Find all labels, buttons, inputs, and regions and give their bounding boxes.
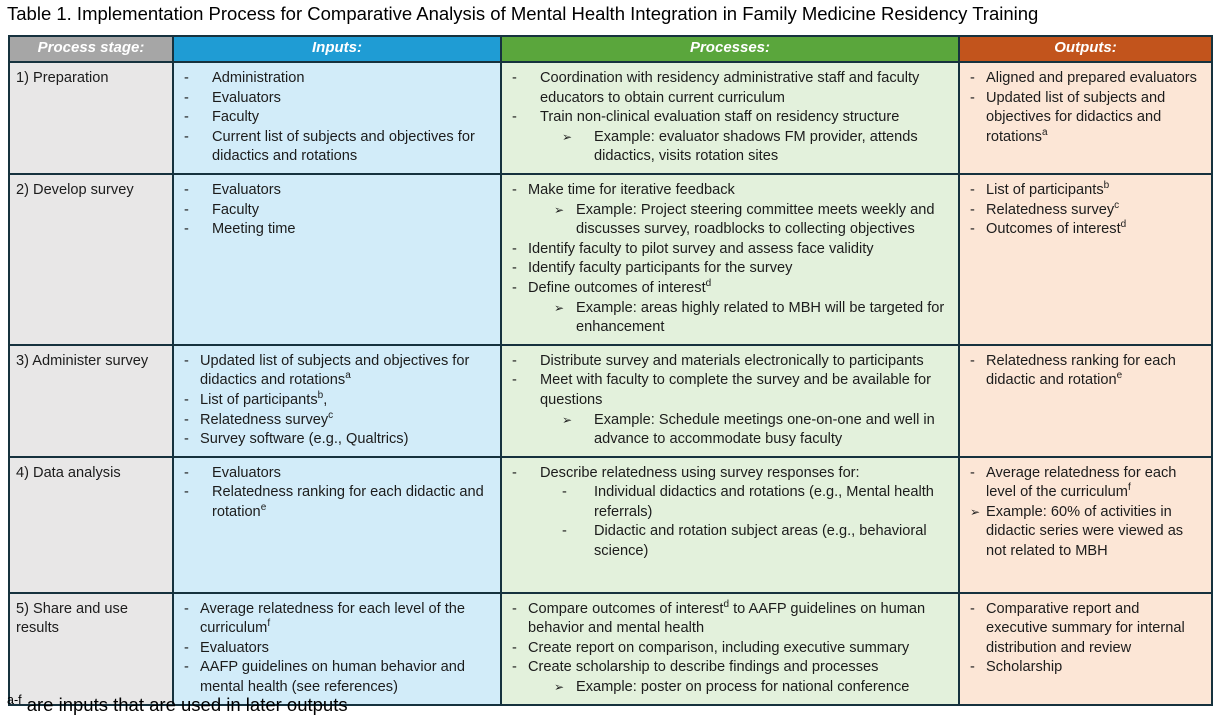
list-item-text: Example: areas highly related to MBH will be targeted for enhancement xyxy=(576,299,945,336)
list-item xyxy=(508,259,952,279)
dash-bullet: - xyxy=(184,639,189,656)
list-item-text: Make time for iterative feedback xyxy=(528,181,735,198)
column-header-processes: Processes: xyxy=(501,36,959,62)
list-item-text: Evaluators xyxy=(200,639,269,656)
dash-bullet: - xyxy=(512,639,517,656)
processes-cell xyxy=(501,593,959,705)
list-item-text: Faculty xyxy=(212,109,260,126)
dash-bullet: - xyxy=(970,221,975,238)
dash-bullet: - xyxy=(562,484,567,501)
list-item-text: Create scholarship to describe findings and processes xyxy=(528,659,879,676)
list-item xyxy=(508,639,952,659)
list-item xyxy=(508,483,952,522)
list-item xyxy=(508,352,952,372)
stage-cell: 1) Preparation xyxy=(9,62,173,174)
table-footnote xyxy=(7,694,348,716)
list-item xyxy=(508,522,952,561)
list-item-text: Meet with faculty to complete the survey and be available for questions xyxy=(540,372,931,408)
dash-bullet: - xyxy=(184,411,189,428)
list-item xyxy=(180,128,494,167)
dash-bullet: - xyxy=(970,659,975,676)
dash-bullet: - xyxy=(512,109,517,126)
list-item xyxy=(180,108,494,128)
dash-bullet: - xyxy=(184,600,189,617)
arrow-bullet-icon: ➢ xyxy=(554,300,565,315)
arrow-bullet-icon: ➢ xyxy=(554,202,565,217)
list-item-text: Identify faculty participants for the survey xyxy=(528,260,793,277)
dash-bullet: - xyxy=(184,70,189,86)
dash-bullet: - xyxy=(184,201,189,218)
list-item xyxy=(508,658,952,678)
dash-bullet: - xyxy=(184,391,189,408)
list-item-text: Evaluators xyxy=(212,181,281,198)
list-item xyxy=(180,639,494,659)
dash-bullet: - xyxy=(970,89,975,106)
list-item xyxy=(180,411,494,431)
list-item-text: Survey software (e.g., Qualtrics) xyxy=(200,431,409,448)
arrow-bullet-icon: ➢ xyxy=(970,504,981,519)
list-item-text: List of participants$^b$ xyxy=(986,180,1110,198)
dash-bullet: - xyxy=(562,523,567,540)
list-item xyxy=(966,181,1205,201)
list-item-text: Current list of subjects and objectives for didactics and rotations xyxy=(212,128,475,165)
dash-bullet: - xyxy=(512,260,517,277)
column-header-inputs: Inputs: xyxy=(173,36,501,62)
list-item xyxy=(508,181,952,201)
list-item xyxy=(180,220,494,240)
list-item xyxy=(508,128,952,167)
list-item xyxy=(966,600,1205,659)
list-item xyxy=(180,464,494,484)
list-item-text: Administration xyxy=(212,70,305,86)
dash-bullet: - xyxy=(512,464,517,481)
list-item-text: Individual didactics and rotations (e.g., Mental health referrals) xyxy=(594,484,934,520)
dash-bullet: - xyxy=(512,279,517,296)
list-item-text: Coordination with residency administrative staff and faculty educators to obtain current curriculum xyxy=(540,70,920,106)
list-item xyxy=(966,464,1205,503)
list-item-text: Describe relatedness using survey responses for: xyxy=(540,464,860,481)
dash-bullet: - xyxy=(184,659,189,676)
list-item xyxy=(180,600,494,639)
list-item xyxy=(966,503,1205,562)
list-item-text: Relatedness ranking for each didactic and rotation$^e$ xyxy=(986,352,1176,389)
list-item-text: Example: poster on process for national conference xyxy=(576,679,910,696)
dash-bullet: - xyxy=(512,659,517,676)
dash-bullet: - xyxy=(512,600,517,617)
dash-bullet: - xyxy=(970,181,975,198)
list-item-text: Create report on comparison, including executive summary xyxy=(528,639,910,656)
dash-bullet: - xyxy=(184,89,189,106)
list-item-text: Updated list of subjects and objectives for didactics and rotations$^a$ xyxy=(986,89,1166,145)
outputs-cell xyxy=(959,593,1212,705)
list-item xyxy=(508,411,952,450)
dash-bullet: - xyxy=(184,128,189,145)
list-item-text: Didactic and rotation subject areas (e.g., behavioral science) xyxy=(594,523,927,560)
list-item-text: Average relatedness for each level of the curriculum$^f$ xyxy=(986,464,1177,501)
list-item-text: Evaluators xyxy=(212,464,281,481)
outputs-cell xyxy=(959,345,1212,457)
table-row xyxy=(9,457,1212,593)
processes-cell xyxy=(501,457,959,593)
list-item-text: AAFP guidelines on human behavior and mental health (see references) xyxy=(200,659,466,696)
list-item-text: Example: 60% of activities in didactic series were viewed as not related to MBH xyxy=(986,503,1184,560)
list-item xyxy=(966,352,1205,391)
list-item xyxy=(966,220,1205,240)
dash-bullet: - xyxy=(970,70,975,86)
list-item xyxy=(966,89,1205,148)
processes-cell xyxy=(501,345,959,457)
arrow-bullet-icon: ➢ xyxy=(562,412,573,427)
list-item-text: Aligned and prepared evaluators xyxy=(986,70,1197,86)
list-item xyxy=(180,69,494,89)
list-item-text: Define outcomes of interest$^d$ xyxy=(528,278,712,296)
process-table xyxy=(8,35,1213,706)
list-item xyxy=(180,391,494,411)
dash-bullet: - xyxy=(512,70,517,86)
list-item xyxy=(966,201,1205,221)
list-item-text: Evaluators xyxy=(212,89,281,106)
dash-bullet: - xyxy=(184,221,189,238)
table-header-row xyxy=(9,36,1212,62)
list-item xyxy=(508,299,952,338)
list-item xyxy=(508,600,952,639)
dash-bullet: - xyxy=(512,240,517,257)
dash-bullet: - xyxy=(184,484,189,501)
dash-bullet: - xyxy=(970,464,975,481)
inputs-cell xyxy=(173,62,501,174)
list-item xyxy=(508,279,952,299)
dash-bullet: - xyxy=(512,352,517,369)
arrow-bullet-icon: ➢ xyxy=(562,129,573,144)
column-header-outputs: Outputs: xyxy=(959,36,1212,62)
dash-bullet: - xyxy=(512,181,517,198)
dash-bullet: - xyxy=(970,201,975,218)
inputs-cell xyxy=(173,457,501,593)
list-item-text: Relatedness ranking for each didactic and rotation$^e$ xyxy=(212,484,484,520)
arrow-bullet-icon: ➢ xyxy=(554,680,565,695)
stage-cell: 3) Administer survey xyxy=(9,345,173,457)
table-row xyxy=(9,593,1212,705)
list-item xyxy=(508,108,952,128)
outputs-cell xyxy=(959,174,1212,345)
list-item-text: Identify faculty to pilot survey and assess face validity xyxy=(528,240,874,257)
stage-cell: 4) Data analysis xyxy=(9,457,173,593)
list-item xyxy=(180,201,494,221)
list-item-text: Scholarship xyxy=(986,659,1063,676)
footnote-superscript: a-f xyxy=(7,692,22,707)
table-row xyxy=(9,62,1212,174)
processes-cell xyxy=(501,62,959,174)
table-row xyxy=(9,345,1212,457)
dash-bullet: - xyxy=(184,109,189,126)
stage-cell: 2) Develop survey xyxy=(9,174,173,345)
list-item-text: Faculty xyxy=(212,201,260,218)
list-item xyxy=(966,69,1205,89)
inputs-cell xyxy=(173,345,501,457)
list-item xyxy=(508,201,952,240)
list-item-text: Outcomes of interest$^d$ xyxy=(986,219,1127,238)
list-item xyxy=(508,464,952,484)
list-item-text: Relatedness survey$^c$ xyxy=(200,409,334,428)
list-item-text: Meeting time xyxy=(212,221,296,238)
list-item xyxy=(966,658,1205,678)
list-item-text: Average relatedness for each level of the curriculum$^f$ xyxy=(200,600,466,637)
dash-bullet: - xyxy=(970,600,975,617)
inputs-cell xyxy=(173,174,501,345)
list-item-text: Compare outcomes of interest$^d$ to AAFP guidelines on human behavior and mental health xyxy=(528,598,926,637)
list-item-text: Relatedness survey$^c$ xyxy=(986,199,1120,218)
table-caption: Table 1. Implementation Process for Comparative Analysis of Mental Health Integration in Family Medicine Residency Training xyxy=(7,3,1039,24)
list-item-text: Train non-clinical evaluation staff on residency structure xyxy=(540,109,900,126)
list-item-text: Example: Schedule meetings one-on-one and well in advance to accommodate busy faculty xyxy=(594,411,935,448)
table-row xyxy=(9,174,1212,345)
list-item xyxy=(508,371,952,410)
dash-bullet: - xyxy=(184,464,189,481)
list-item xyxy=(180,181,494,201)
list-item xyxy=(508,678,952,698)
column-header-stage: Process stage: xyxy=(9,36,173,62)
dash-bullet: - xyxy=(184,431,189,448)
list-item xyxy=(508,240,952,260)
list-item xyxy=(508,69,952,108)
stage-cell: 5) Share and use results xyxy=(9,593,173,705)
list-item-text: Example: Project steering committee meets weekly and discusses survey, roadblocks to collecting objectives xyxy=(576,201,935,238)
processes-cell xyxy=(501,174,959,345)
list-item-text: Updated list of subjects and objectives for didactics and rotations$^a$ xyxy=(200,352,470,389)
dash-bullet: - xyxy=(512,372,517,389)
dash-bullet: - xyxy=(184,181,189,198)
list-item xyxy=(180,352,494,391)
outputs-cell xyxy=(959,62,1212,174)
list-item-text: Example: evaluator shadows FM provider, attends didactics, visits rotation sites xyxy=(594,128,918,165)
inputs-cell xyxy=(173,593,501,705)
dash-bullet: - xyxy=(184,352,189,369)
list-item xyxy=(180,430,494,450)
list-item xyxy=(180,89,494,109)
outputs-cell xyxy=(959,457,1212,593)
list-item-text: Distribute survey and materials electronically to participants xyxy=(540,352,924,369)
list-item-text: Comparative report and executive summary for internal distribution and review xyxy=(986,600,1185,656)
list-item xyxy=(180,483,494,522)
list-item xyxy=(180,658,494,697)
list-item-text: List of participants$^b$, xyxy=(200,390,328,408)
dash-bullet: - xyxy=(970,352,975,369)
footnote-text: are inputs that are used in later outputs xyxy=(21,694,348,715)
